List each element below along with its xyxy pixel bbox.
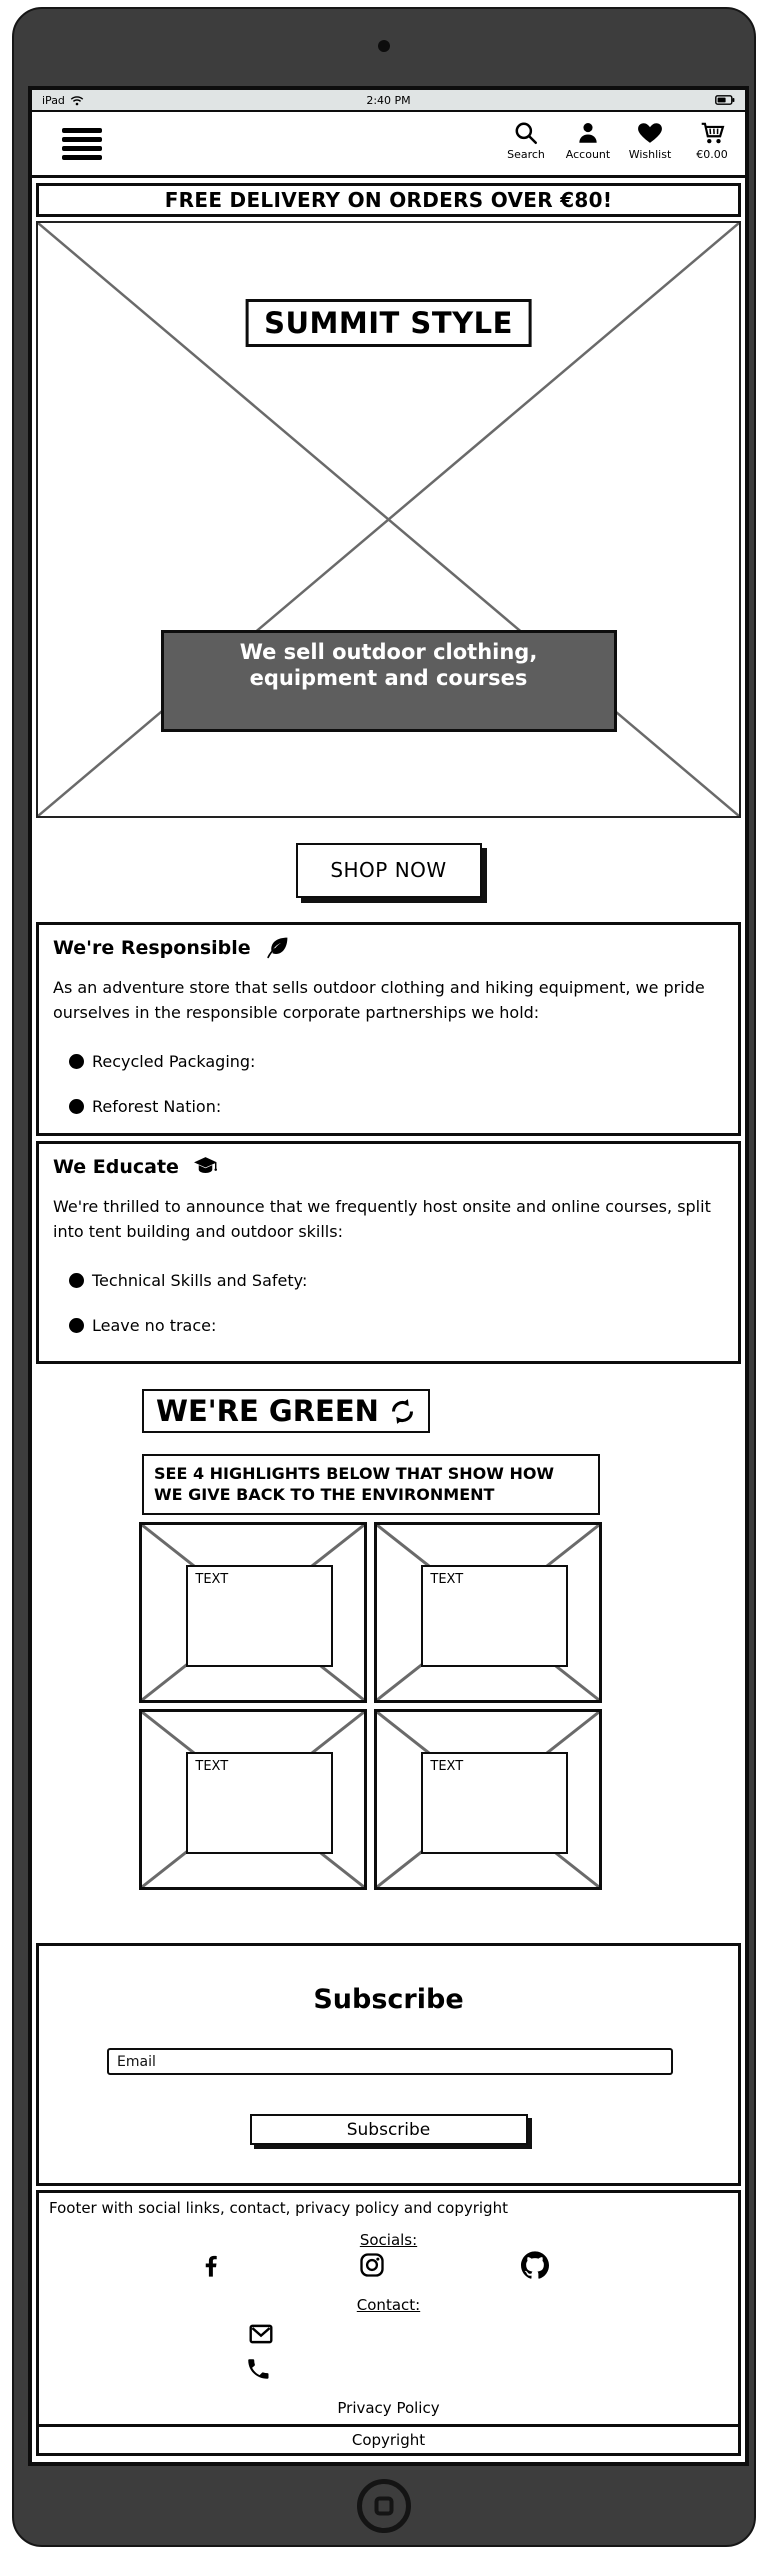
list-item: Leave no trace: (69, 1316, 724, 1335)
highlight-text-box: TEXT (186, 1565, 333, 1667)
contact-label: Contact: (356, 2296, 421, 2314)
bullet-dot (69, 1273, 84, 1288)
mail-icon (248, 2321, 274, 2347)
home-button[interactable] (357, 2479, 411, 2533)
shop-now-button[interactable]: SHOP NOW (296, 843, 482, 898)
footer-description: Footer with social links, contact, privacy policy and copyright (49, 2199, 508, 2217)
account-icon (575, 120, 601, 146)
list-item: Reforest Nation: (69, 1097, 724, 1116)
highlight-card (374, 1709, 602, 1890)
green-section-title: WE'RE GREEN (142, 1389, 430, 1433)
bullet-dot (69, 1318, 84, 1333)
wishlist-label: Wishlist (628, 148, 672, 161)
footer (36, 2190, 741, 2456)
responsible-body: As an adventure store that sells outdoor clothing and hiking equipment, we pride ourselves in the responsible corporate partnerships we hold: (53, 978, 705, 1022)
promo-banner (36, 183, 741, 217)
github-link[interactable] (521, 2251, 549, 2283)
list-item: Recycled Packaging: (69, 1052, 724, 1071)
highlight-card (374, 1522, 602, 1703)
account-button[interactable] (563, 120, 613, 161)
highlight-card (139, 1522, 367, 1703)
privacy-policy-link[interactable]: Privacy Policy (337, 2399, 440, 2417)
status-bar (32, 90, 745, 112)
menu-button[interactable] (62, 128, 102, 160)
github-icon (521, 2251, 549, 2279)
cart-total-label: €0.00 (696, 148, 728, 161)
device-name: iPad (42, 93, 65, 107)
list-item: Technical Skills and Safety: (69, 1271, 724, 1290)
instagram-icon (358, 2251, 386, 2279)
app-header (32, 112, 745, 178)
instagram-link[interactable] (358, 2251, 386, 2283)
search-button[interactable] (501, 120, 551, 161)
bullet-dot (69, 1054, 84, 1069)
copyright-bar: Copyright (39, 2424, 738, 2453)
hamburger-icon (62, 128, 102, 133)
subscribe-button[interactable]: Subscribe (250, 2114, 528, 2145)
screen (28, 86, 749, 2466)
battery-icon (715, 95, 735, 105)
recycle-icon (389, 1398, 416, 1425)
educate-title: We Educate (53, 1155, 179, 1178)
facebook-link[interactable] (197, 2251, 225, 2283)
hero-image-placeholder (36, 221, 741, 818)
socials-label: Socials: (359, 2231, 418, 2249)
highlight-text-box: TEXT (421, 1565, 568, 1667)
search-icon (513, 120, 539, 146)
bullet-dot (69, 1099, 84, 1114)
hero-tagline: We sell outdoor clothing, equipment and courses (161, 630, 617, 732)
facebook-icon (197, 2251, 225, 2279)
educate-body: We're thrilled to announce that we frequently host onsite and online courses, split into tent building and outdoor skills: (53, 1197, 711, 1241)
front-camera (378, 40, 390, 52)
email-link[interactable] (248, 2321, 274, 2351)
highlight-card (139, 1709, 367, 1890)
cart-icon (699, 120, 725, 146)
graduation-cap-icon (193, 1154, 218, 1179)
section-educate (36, 1141, 741, 1364)
responsible-title: We're Responsible (53, 936, 251, 959)
cart-button[interactable] (687, 120, 737, 161)
wishlist-button[interactable] (625, 120, 675, 161)
highlights-grid (139, 1522, 602, 1890)
leaf-icon (265, 935, 290, 960)
subscribe-section (36, 1943, 741, 2186)
phone-icon (245, 2356, 271, 2382)
home-button-icon (375, 2497, 394, 2516)
search-label: Search (507, 148, 545, 161)
clock: 2:40 PM (366, 93, 411, 107)
subscribe-title: Subscribe (313, 1984, 464, 2015)
brand-title: SUMMIT STYLE (245, 299, 532, 347)
highlight-text-box: TEXT (186, 1752, 333, 1854)
wishlist-icon (637, 120, 663, 146)
green-section-subtitle: SEE 4 HIGHLIGHTS BELOW THAT SHOW HOW WE GIVE BACK TO THE ENVIRONMENT (142, 1454, 600, 1515)
account-label: Account (565, 148, 611, 161)
promo-banner-text: FREE DELIVERY ON ORDERS OVER €80! (164, 188, 613, 212)
section-responsible (36, 922, 741, 1136)
email-field[interactable] (107, 2048, 673, 2075)
phone-link[interactable] (245, 2356, 271, 2386)
highlight-text-box: TEXT (421, 1752, 568, 1854)
